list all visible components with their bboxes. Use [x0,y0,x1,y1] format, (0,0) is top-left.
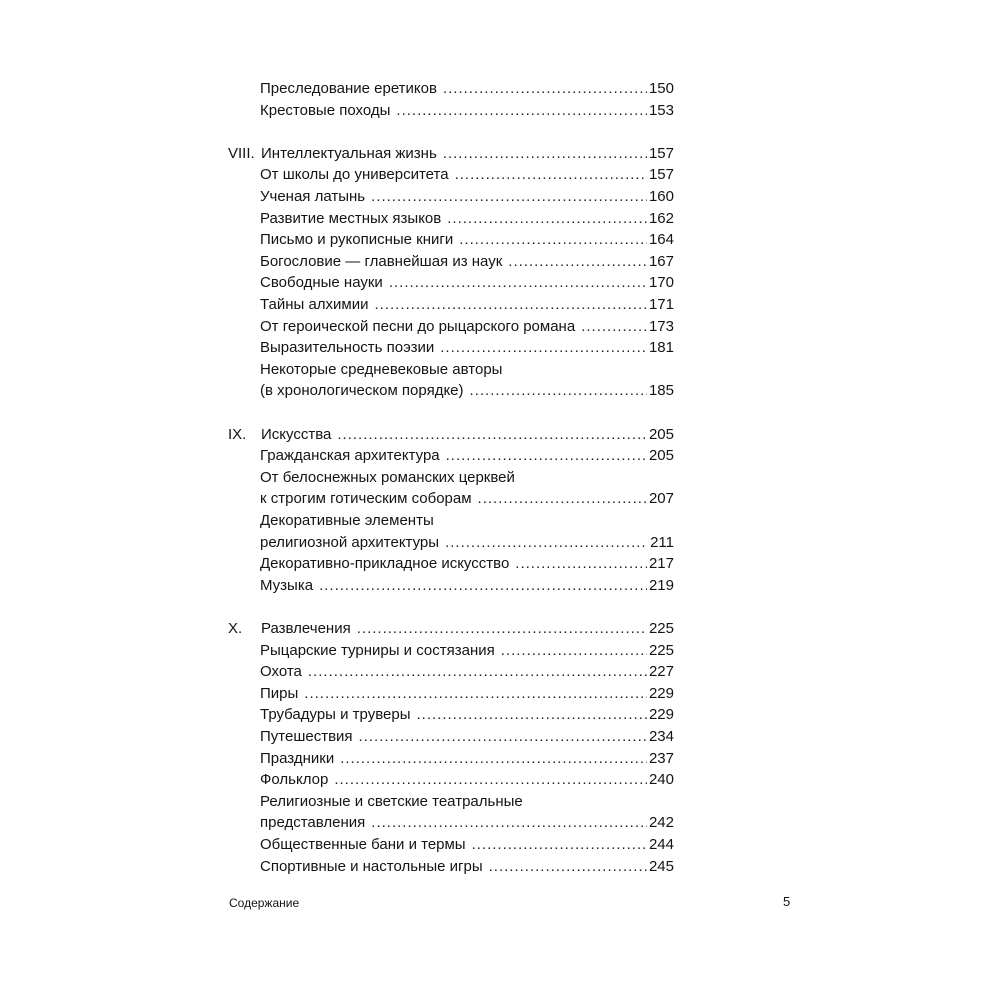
section-title: От школы до университета [260,166,449,184]
toc-page-number: 245 [648,857,674,875]
section-title: Религиозные и светские театральные [260,792,523,810]
dot-leader [447,208,647,230]
page-number: 5 [783,894,791,909]
chapter-number: IX. [228,425,247,443]
toc-page-number: 173 [648,317,674,335]
section-title: Пиры [260,684,299,702]
dot-leader [472,834,647,856]
toc-page-number: 157 [648,144,674,162]
toc-page-number: 205 [648,447,674,465]
toc-page-number: 170 [648,274,674,292]
toc-page-number: 160 [648,188,674,205]
toc-page-number: 157 [648,166,674,184]
section-title: Спортивные и настольные игры [260,857,483,875]
dot-leader [319,575,647,597]
section-title: Свободные науки [260,274,383,292]
section-title: Гражданская архитектура [260,447,440,465]
toc-page-number: 150 [648,80,674,97]
section-title: Декоративно-прикладное искусство [260,555,510,573]
section-title: Некоторые средневековые авторы [260,360,503,378]
section-title: Охота [260,663,302,681]
dot-leader [478,488,647,510]
section-title: От белоснежных романских церквей [260,468,515,486]
dot-leader [443,78,647,100]
section-title: Рыцарские турниры и состязания [260,641,495,659]
dot-leader [304,683,647,705]
dot-leader [581,316,647,338]
section-title: Общественные бани и термы [260,836,466,853]
section-title: представления [260,814,366,832]
toc-page-number: 167 [648,252,674,270]
dot-leader [416,704,646,726]
dot-leader [445,532,648,554]
section-title: Выразительность поэзии [260,339,435,357]
dot-leader [455,164,647,186]
toc-page-number: 211 [650,533,674,551]
chapter-title: Интеллектуальная жизнь [261,144,437,162]
toc-page-number: 164 [648,231,674,249]
dot-leader [470,380,647,402]
toc-page-number: 162 [648,209,674,227]
dot-leader [357,618,647,640]
toc-page-number: 207 [648,490,674,508]
section-title: Богословие — главнейшая из наук [260,252,503,270]
section-title: Путешествия [260,728,353,745]
dot-leader [389,272,647,294]
toc-page-number: 153 [648,101,674,119]
section-title: Письмо и рукописные книги [260,231,454,249]
section-title: Декоративные элементы [260,512,434,529]
chapter-title: Искусства [261,425,332,443]
section-title: Праздники [260,749,335,767]
toc-page-number: 171 [648,296,674,313]
toc-page-number: 240 [648,771,674,789]
chapter-number: X. [228,620,243,637]
section-title: Развитие местных языков [260,209,442,227]
section-title: к строгим готическим соборам [260,490,472,508]
toc-page-number: 217 [648,555,674,573]
chapter-title: Развлечения [261,620,351,637]
dot-leader [308,661,647,683]
dot-leader [515,553,647,575]
dot-leader [489,856,647,878]
section-title: Ученая латынь [260,188,366,205]
dot-leader [459,229,647,251]
section-title: Музыка [260,576,314,594]
dot-leader [440,337,647,359]
toc-page-number: 229 [648,684,674,702]
section-title: Трубадуры и труверы [260,706,411,724]
dot-leader [396,100,647,122]
dot-leader [340,748,647,770]
toc-page-number: 237 [648,749,674,767]
dot-leader [359,726,647,748]
toc-page-number: 185 [648,382,674,400]
section-title: Фольклор [260,771,329,789]
toc-page-number: 234 [648,728,674,745]
dot-leader [375,294,647,316]
dot-leader [443,143,647,165]
running-footer-title: Содержание [229,896,300,910]
dot-leader [501,640,647,662]
dot-leader [371,812,647,834]
toc-page-number: 242 [648,814,674,832]
dot-leader [371,186,647,208]
section-title: Тайны алхимии [260,296,369,313]
chapter-number: VIII. [228,144,255,162]
toc-page-number: 229 [648,706,674,724]
toc-page-number: 227 [648,663,674,681]
toc-page-number: 219 [648,576,674,594]
dot-leader [508,251,647,273]
section-title: Крестовые походы [260,101,391,119]
dot-leader [337,424,647,446]
toc-page-number: 225 [648,641,674,659]
section-title: От героической песни до рыцарского романа [260,317,576,335]
toc-page-number: 205 [648,425,674,443]
dot-leader [334,769,647,791]
toc-page-number: 244 [648,836,674,853]
toc-page-number: 225 [648,620,674,637]
section-title: Преследование еретиков [260,80,437,97]
toc-page-number: 181 [648,339,674,357]
section-title: (в хронологическом порядке) [260,382,464,400]
section-title: религиозной архитектуры [260,533,440,551]
dot-leader [446,445,647,467]
